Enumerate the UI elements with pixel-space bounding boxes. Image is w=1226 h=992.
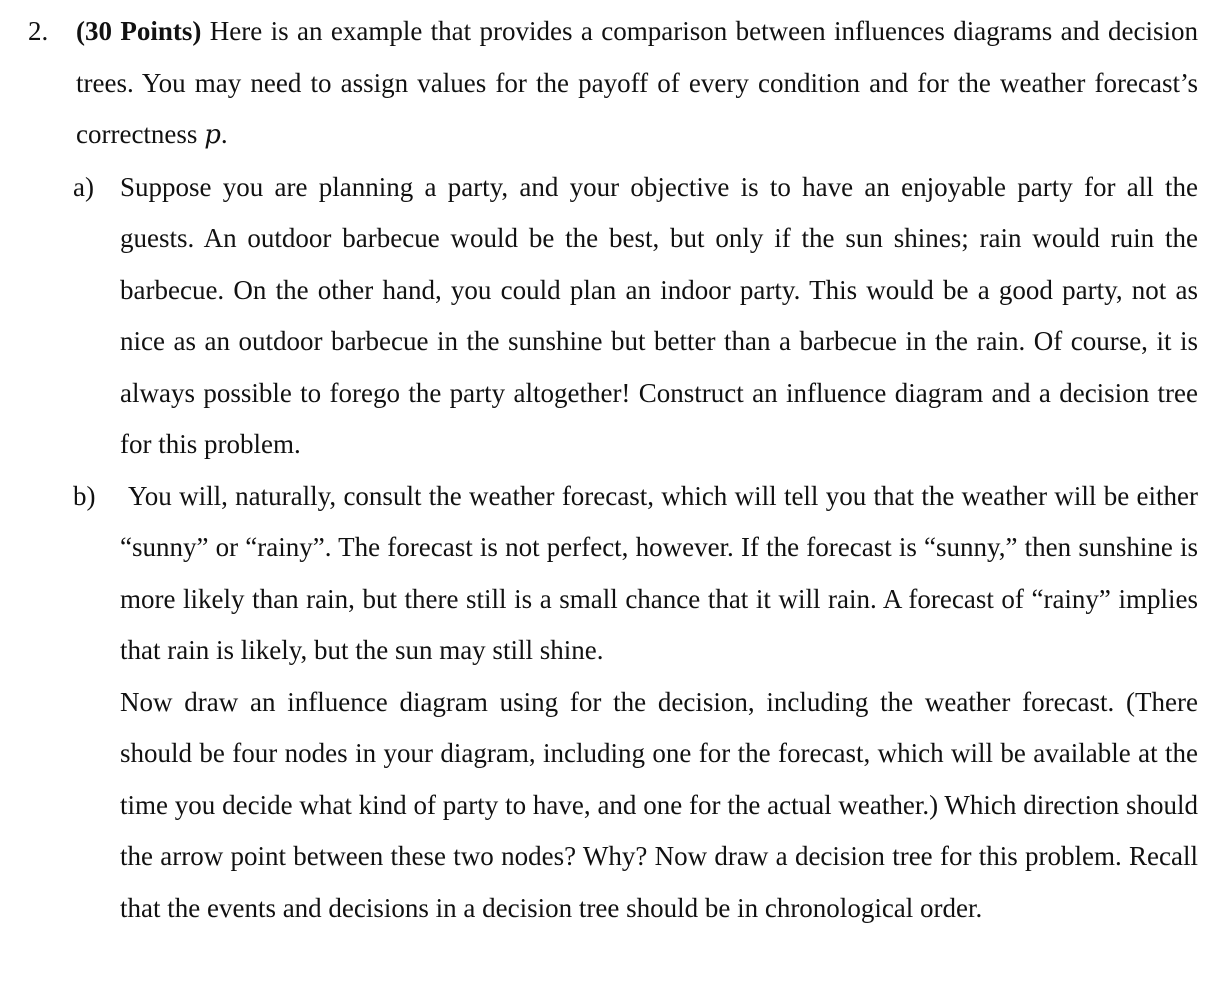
part-b-label: b)	[73, 480, 96, 511]
part-b-instructions: Now draw an influence diagram using for the decision, including the weather forecast. (There should be four nodes in your diagram, including one for the forecast, which will be available at the time you decide what kind of party to have, and one for the actual weather.) Which direction should the arrow point between these two nodes? Why? Now draw a decision tree for this problem. Recall that the events and decisions in a decision tree should be in chronological order.	[120, 686, 1198, 923]
problem-intro-end: .	[220, 119, 228, 149]
part-a-label: a)	[73, 171, 94, 202]
part-a-text: Suppose you are planning a party, and your objective is to have an enjoyable party for all the guests. An outdoor barbecue would be the best, but only if the sun shines; rain would ruin the barbecue. On the other hand, you could plan an indoor party. This would be a good party, not as nice as an outdoor barbecue in the sunshine but better than a barbecue in the rain. Of course, it is always possible to forego the party altogether! Construct an influence diagram and a decision tree for this problem.	[120, 171, 1198, 459]
problem-2	[28, 6, 1198, 934]
problem-points: (30 Points)	[76, 16, 202, 46]
problem-number: 2.	[28, 16, 49, 46]
part-a	[73, 162, 1198, 471]
variable-p: p	[204, 120, 221, 150]
part-b	[73, 471, 1198, 677]
problem-intro-text: Here is an example that provides a comparison between influences diagrams and decision trees. You may need to assign values for the payoff of every condition and for the weather forecast’s correctness	[76, 16, 1198, 149]
part-b-text: You will, naturally, consult the weather forecast, which will tell you that the weather will be either “sunny” or “rainy”. The forecast is not perfect, however. If the forecast is “sunny,” then sunshine is more likely than rain, but there still is a small chance that it will rain. A forecast of “rainy” implies that rain is likely, but the sun may still shine.	[120, 480, 1198, 665]
problem-intro	[76, 6, 1198, 162]
